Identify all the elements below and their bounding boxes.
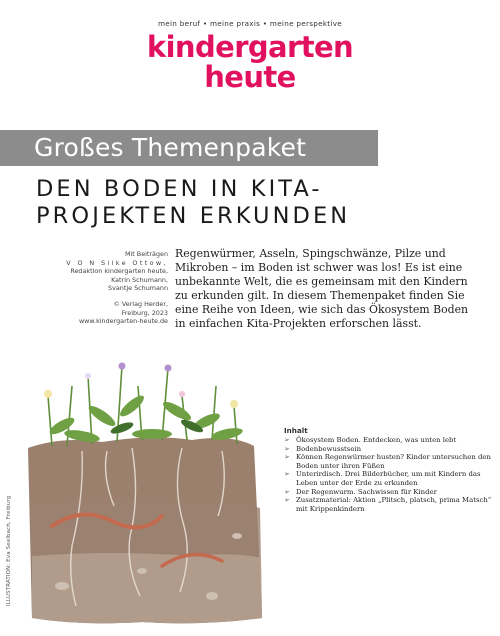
soil-illustration: [22, 356, 272, 631]
credits-line: Redaktion kindergarten heute,: [70, 267, 168, 276]
toc-item: ➢ Unterirdisch. Drei Bilderbücher, um mit Kindern das Leben unter der Erde zu erkunden: [284, 470, 481, 487]
headline: [36, 176, 486, 230]
credits-line: Mit Beiträgen: [124, 250, 168, 258]
theme-label: Großes Themenpaket: [34, 133, 307, 162]
illustration-credit: ILLUSTRATION: Eva Seelbach, Freiburg: [6, 495, 12, 606]
credits-line: © Verlag Herder,: [113, 299, 168, 308]
arrow-icon: ➢: [284, 470, 290, 479]
credits-line: Freiburg, 2023: [121, 308, 168, 317]
theme-bar: [0, 130, 378, 166]
credits-line: www.kindergarten-heute.de: [78, 317, 168, 326]
toc-item: ➢ Bodenbewusstsein: [284, 444, 362, 453]
toc-title: Inhalt: [284, 426, 308, 435]
arrow-icon: ➢: [284, 436, 290, 444]
tagline: mein beruf • meine praxis • meine perspektive: [157, 19, 342, 28]
headline-line1: DEN BODEN IN KITA-: [36, 176, 323, 202]
toc-item: ➢ Können Regenwürmer husten? Kinder untersuchen den Boden unter ihren Füßen: [284, 453, 491, 470]
brand-logo-line2: heute: [204, 60, 296, 94]
credits-line: V O N Silke Ottow,: [66, 258, 168, 267]
table-of-contents: [284, 426, 494, 513]
intro-text: Regenwürmer, Asseln, Spingschwänze, Pilze und Mikroben – im Boden ist schwer was los! Es ist eine unbekannte Welt, die es gemeinsam mit den Kindern zu erkunden gilt. In diesem Themenpaket finden Sie eine Reihe von Ideen, wie sich das Ökosystem Boden in einfachen Kita-Projekten erforschen lässt.: [175, 247, 469, 331]
credits: [8, 250, 168, 326]
brand-logo-line1: kindergarten: [146, 30, 354, 64]
toc-item: ➢ Zusatzmaterial: Aktion „Plitsch, platsch, prima Matsch“ mit Krippenkindern: [284, 496, 492, 513]
credits-line: Katrin Schumann,: [111, 275, 168, 284]
toc-item: ➢ Ökosystem Boden. Entdecken, was unten lebt: [284, 436, 457, 444]
credits-line: Svantje Schumann: [108, 284, 168, 293]
headline-line2: PROJEKTEN ERKUNDEN: [36, 203, 351, 229]
arrow-icon: ➢: [284, 444, 290, 453]
arrow-icon: ➢: [284, 496, 290, 505]
arrow-icon: ➢: [284, 453, 290, 462]
toc-item: ➢ Der Regenwurm. Sachwissen für Kinder: [284, 487, 437, 496]
arrow-icon: ➢: [284, 487, 290, 496]
